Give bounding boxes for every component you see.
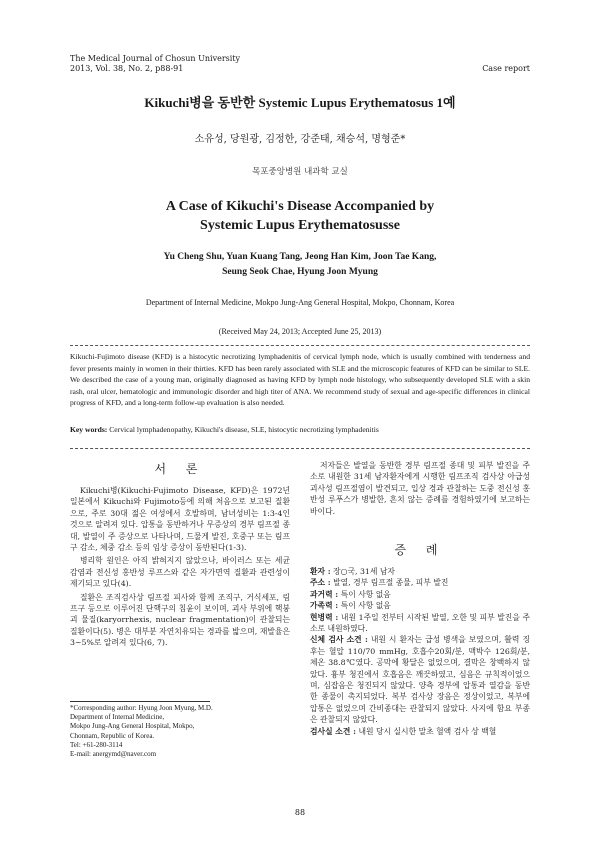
case-item-physical-exam — [310, 634, 530, 725]
title-korean: Kikuchi병을 동반한 Systemic Lupus Erythematosus 1예 — [144, 95, 456, 110]
journal-citation — [70, 54, 240, 74]
keywords-text: Cervical lymphadenopathy, Kikuchi's disease, SLE, histocytic necrotizing lymphadenitis — [107, 425, 379, 434]
intro-body — [70, 485, 290, 649]
affiliation-english: Department of Internal Medicine, Mokpo Jung-Ang General Hospital, Mokpo, Chonnam, Korea — [145, 298, 455, 307]
page-number: 88 — [294, 808, 306, 817]
title-english — [0, 197, 600, 235]
divider-top — [70, 345, 530, 346]
case-item-text: 특이 사항 없음 — [338, 589, 391, 599]
footnote-line: Mokpo Jung-Ang General Hospital, Mokpo, — [70, 722, 195, 731]
intro-paragraph-1: Kikuchi병(Kikuchi-Fujimoto Disease, KFD)은 1972년 일본에서 Kikuchi와 Fujimoto등에 의해 처음으로 보고된 질환으로, 주로 30대 젊은 여성에서 호발하며, 남녀성비는 1:3-4인 것으로 알려져 있다. 압통을 동반하거나 무증상의 경부 림프절 종대, 발열이 주 증상으로 나타나며, 드물게 발진, 호중구 또는 림프구 감소, 체중 감소 등의 임상 증상이 동반된다(1-3). — [70, 486, 290, 553]
case-item-label: 신체 검사 소견 : — [310, 635, 368, 645]
case-item-present-illness — [310, 612, 530, 635]
keywords — [70, 424, 530, 435]
journal-volume: 2013, Vol. 38, No. 2, p88-91 — [70, 64, 184, 73]
case-section — [310, 541, 530, 737]
divider-bottom — [70, 448, 530, 449]
intro-paragraph-3: 질환은 조직검사상 림프절 피사와 함께 조직구, 거식세포, 림프구 등으로 이루어진 단핵구의 침윤이 보이며, 괴사 부위에 핵붕괴 물질(karyorrhexis, nuclear fragmentation)이 관찰되는 질환이다(5). 병은 대부분 자연치유되는 경과를 밟으며, 재발율은 3~5%로 알려져 있다(6, 7). — [70, 592, 290, 648]
case-item-text: 내원 시 환자는 급성 병색을 보였으며, 활력 징후는 혈압 110/70 mmHg, 호흡수20회/분, 맥박수 126회/분, 체온 38.8℃였다. 공막에 황달은 없었으며, 결막은 창백하지 않았다. 흉부 청진에서 호흡음은 깨끗하였고, 심음은 규칙적이었으며, 심잡음은 청진되지 않았다. 양측 경부에 압통과 열감을 동반한 종물이 촉지되었다. 복부 검사상 장음은 정상이었고, 복부에 압통은 없었으며 간비종대는 관찰되지 않았다. 사지에 함요 부종은 관찰되지 않았다. — [310, 635, 530, 725]
footnote-line: *Corresponding author: Hyung Joon Myung, M.D. — [70, 704, 213, 712]
case-item-family-history — [310, 600, 530, 611]
authors-korean: 소유성, 당원광, 김정한, 강준태, 채승석, 명형준* — [194, 134, 406, 145]
keywords-label: Key words: — [70, 425, 108, 434]
footnote-line: Department of Internal Medicine, — [70, 713, 165, 722]
case-item-label: 현병력 : — [310, 612, 339, 622]
footnote-email: E-mail: anergymd@naver.com — [70, 750, 157, 759]
case-item-label: 주소 : — [310, 578, 331, 588]
authors-english — [0, 250, 600, 280]
affiliation-korean: 목포중앙병원 내과학 교실 — [252, 167, 348, 177]
footnote-line: Chonnam, Republic of Korea. — [70, 731, 155, 740]
title-english-line2: Systemic Lupus Erythematosusse — [200, 218, 400, 233]
case-item-label: 환자 : — [310, 567, 331, 576]
case-item-patient — [310, 566, 530, 577]
case-item-text: 내원 당시 실시한 말초 혈액 검사 상 백혈 — [355, 726, 497, 736]
authors-english-line1: Yu Cheng Shu, Yuan Kuang Tang, Jeong Han Kim, Joon Tae Kang, — [163, 252, 437, 262]
intro-continuation — [310, 460, 530, 517]
corresponding-author-footnote — [70, 704, 213, 759]
case-item-text: 내원 1주일 전부터 시작된 발열, 오한 및 피부 발진을 주소로 내원하였다. — [310, 612, 530, 634]
footnote-rule — [70, 701, 210, 702]
case-item-label: 가족력 : — [310, 601, 339, 611]
case-item-past-history — [310, 589, 530, 600]
title-english-line1: A Case of Kikuchi's Disease Accompanied by — [165, 199, 435, 214]
authors-english-line2: Seung Seok Chae, Hyung Joon Myung — [222, 267, 378, 277]
article-type: Case report — [482, 64, 530, 73]
intro-section — [70, 460, 290, 651]
case-item-label: 과거력 : — [310, 589, 339, 599]
footnote-line: Tel: +61-280-3114 — [70, 740, 123, 749]
received-dates: (Received May 24, 2013; Accepted June 25, 2013) — [218, 327, 382, 336]
case-item-text: 특이 사항 없음 — [338, 601, 391, 611]
case-heading: 증 례 — [394, 543, 446, 557]
abstract: Kikuchi-Fujimoto disease (KFD) is a histocytic necrotizing lymphadenitis of cervical lymph node, which is usually combined with tenderness and fever presents mainly in women in their thirties. KFD has been rarely associated with SLE and the microscopic features of KFD can be similar to SLE. We described the case of a young man, originally diagnosed as having KFD by lymph node histology, who subsequently developed SLE with a skin rash, oral ulcer, hematologic and immunologic disorder and high titer of ANA. We recommend study of sexual and age-specific differences in clinical progress of KFD, and a long-term follow-up evaluation is also needed. — [70, 352, 530, 408]
intro-paragraph-2: 병리학 원인은 아직 밝혀지지 않았으나, 바이러스 또는 세균 감염과 전신성 홍반성 루프스와 같은 자가면역 질환과 관련성이 제기되고 있다(4). — [70, 556, 290, 589]
intro-paragraph-4: 저자들은 발열을 동반한 경부 림프절 종대 및 피부 발진을 주소로 내원한 31세 남자환자에게 시행한 림프조직 검사상 아급성 괴사성 림프절염이 발견되고, 입상 경과 관찰하는 도중 전신성 홍반성 루푸스가 병발한, 흔치 않는 증례를 경험하였기에 보고하는 바이다. — [310, 461, 530, 516]
case-item-text: 발열, 경부 림프절 종물, 피부 발진 — [330, 578, 449, 588]
case-item-lab-findings — [310, 726, 530, 737]
case-item-text: 장○국, 31세 남자 — [330, 567, 395, 576]
journal-name: The Medical Journal of Chosun University — [70, 54, 241, 63]
case-item-chief-complaint — [310, 577, 530, 588]
intro-heading: 서 론 — [154, 462, 206, 476]
case-item-label: 검사실 소견 : — [310, 726, 356, 736]
case-details — [310, 566, 530, 737]
